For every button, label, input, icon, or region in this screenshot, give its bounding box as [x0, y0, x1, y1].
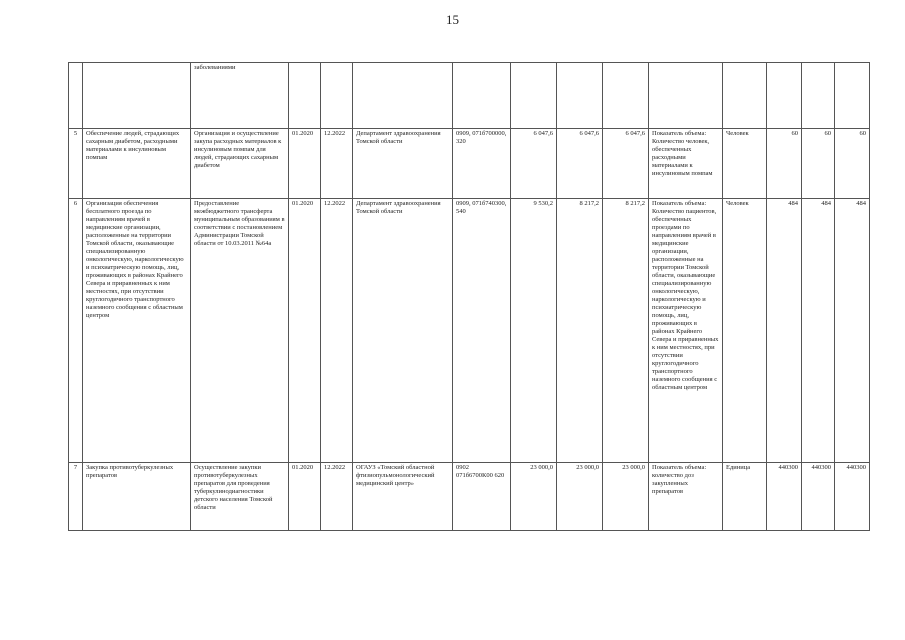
cell-v1: 60	[767, 129, 802, 199]
cell-executor: ОГАУЗ «Томский областной фтизиопульмонологический медицинский центр»	[353, 463, 453, 531]
cell-start	[289, 63, 321, 129]
cell-unit: Человек	[723, 199, 767, 463]
cell-unit	[723, 63, 767, 129]
cell-end: 12.2022	[321, 129, 353, 199]
cell-indicator: Показатель объема: количество доз закупленных препаратов	[649, 463, 723, 531]
program-table	[68, 62, 870, 531]
cell-name: Обеспечение людей, страдающих сахарным диабетом, расходными материалами к инсулиновым помпам	[83, 129, 191, 199]
cell-amount1: 23 000,0	[511, 463, 557, 531]
cell-description: Организация и осуществление закупа расходных материалов к инсулиновым помпам для людей, страдающих сахарным диабетом	[191, 129, 289, 199]
cell-start: 01.2020	[289, 199, 321, 463]
cell-amount1	[511, 63, 557, 129]
cell-v3: 484	[835, 199, 870, 463]
cell-start: 01.2020	[289, 463, 321, 531]
cell-v2: 484	[802, 199, 835, 463]
cell-code	[453, 63, 511, 129]
cell-unit: Человек	[723, 129, 767, 199]
cell-amount2: 6 047,6	[557, 129, 603, 199]
cell-amount3: 23 000,0	[603, 463, 649, 531]
cell-amount1: 6 047,6	[511, 129, 557, 199]
cell-name: Организация обеспечения бесплатного проезда по направлениям врачей в медицинские организации, расположенные на территории Томской области, оказывающие специализированную онкологическую, наркологическую и психиатрическую помощь, лиц, проживающих в районах Крайнего Севера и приравненных к ним местностях, при отсутствии круглогодичного транспортного наземного сообщения с областным центром	[83, 199, 191, 463]
table-row	[69, 463, 870, 531]
cell-v1: 440300	[767, 463, 802, 531]
cell-end: 12.2022	[321, 463, 353, 531]
cell-v1: 484	[767, 199, 802, 463]
cell-number: 5	[69, 129, 83, 199]
cell-v1	[767, 63, 802, 129]
table-row-continuation	[69, 63, 870, 129]
cell-end: 12.2022	[321, 199, 353, 463]
table-row	[69, 199, 870, 463]
cell-amount3: 8 217,2	[603, 199, 649, 463]
cell-name: Закупка противотуберкулезных препаратов	[83, 463, 191, 531]
cell-indicator: Показатель объема: Количество пациентов, обеспеченных проездами по направлениям врачей в медицинские организации, расположенные на территории Томской области, оказывающие специализированную онкологическую, наркологическую и психиатрическую помощь, лиц, проживающих в районах Крайнего Севера и приравненных к ним местностях, при отсутствии круглогодичного транспортного наземного сообщения с областным центром	[649, 199, 723, 463]
cell-v3: 60	[835, 129, 870, 199]
cell-executor	[353, 63, 453, 129]
cell-v2: 60	[802, 129, 835, 199]
cell-v3	[835, 63, 870, 129]
cell-v2	[802, 63, 835, 129]
cell-code: 0909, 071б740300, 540	[453, 199, 511, 463]
cell-amount2: 8 217,2	[557, 199, 603, 463]
cell-v2: 440300	[802, 463, 835, 531]
cell-start: 01.2020	[289, 129, 321, 199]
cell-name	[83, 63, 191, 129]
cell-executor: Департамент здравоохранения Томской области	[353, 199, 453, 463]
cell-description: заболеваниями	[191, 63, 289, 129]
cell-number	[69, 63, 83, 129]
page-number: 15	[446, 12, 459, 27]
cell-indicator: Показатель объема: Количество человек, обеспеченных расходными материалами к инсулиновым помпам	[649, 129, 723, 199]
cell-amount2: 23 000,0	[557, 463, 603, 531]
cell-code: 0902 071б6700К00 620	[453, 463, 511, 531]
cell-amount3	[603, 63, 649, 129]
cell-number: 7	[69, 463, 83, 531]
cell-indicator	[649, 63, 723, 129]
table-row	[69, 129, 870, 199]
cell-description: Осуществление закупки противотуберкулезных препаратов для проведения туберкулинодиагностики детского населения Томской области	[191, 463, 289, 531]
cell-code: 0909, 071б700000, 320	[453, 129, 511, 199]
cell-number: 6	[69, 199, 83, 463]
cell-amount2	[557, 63, 603, 129]
cell-v3: 440300	[835, 463, 870, 531]
cell-executor: Департамент здравоохранения Томской области	[353, 129, 453, 199]
cell-amount1: 9 530,2	[511, 199, 557, 463]
cell-amount3: 6 047,6	[603, 129, 649, 199]
cell-end	[321, 63, 353, 129]
cell-unit: Единица	[723, 463, 767, 531]
cell-description: Предоставление межбюджетного трансферта муниципальным образованиям в соответствии с постановлением Администрации Томской области от 10.03.2011 №64а	[191, 199, 289, 463]
